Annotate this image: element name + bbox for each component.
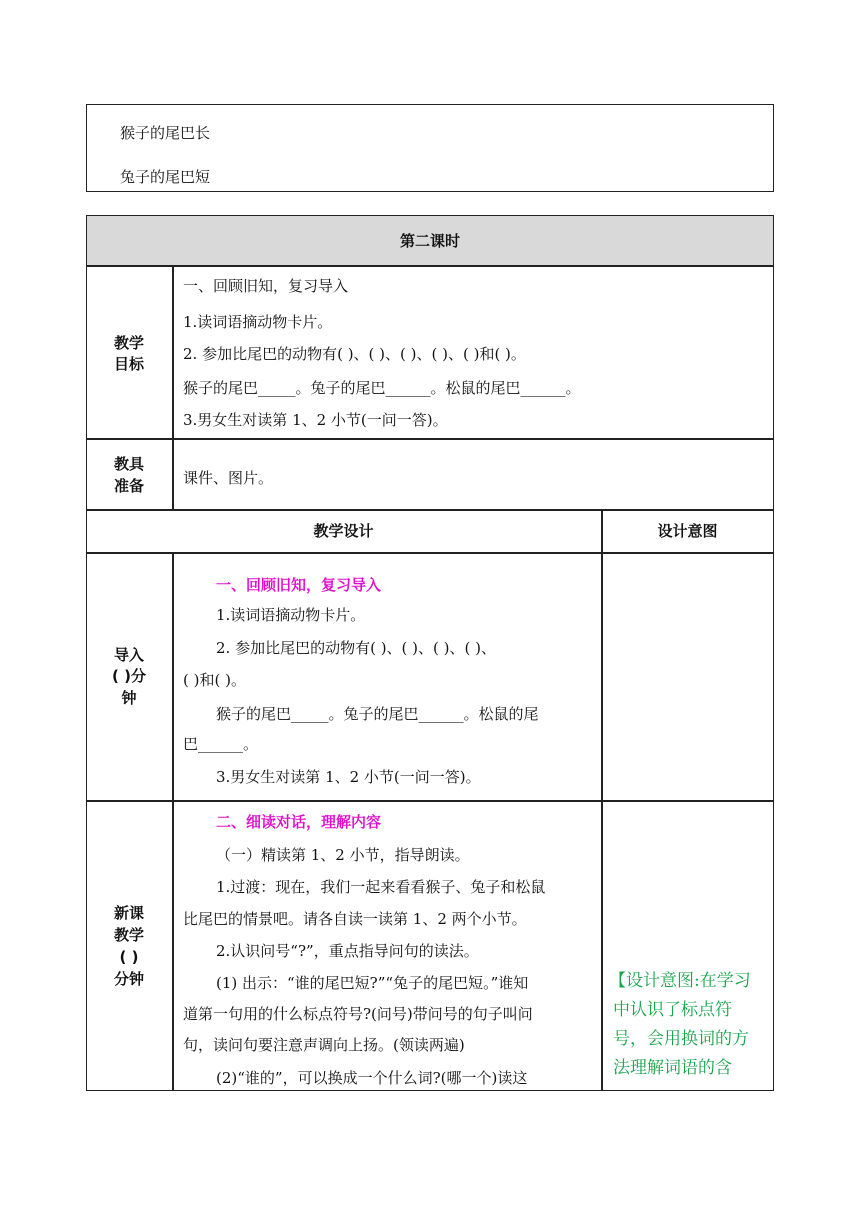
new-line: (2)“谁的”，可以换成一个什么词?(哪一个)读这 bbox=[216, 1069, 528, 1087]
goal-line: 3.男女生对读第 1、2 小节(一问一答)。 bbox=[183, 411, 448, 429]
goal-line: 2. 参加比尾巴的动物有( )、( )、( )、( )、( )和( )。 bbox=[183, 345, 526, 363]
intro-p2b: ( )和( )。 bbox=[183, 671, 246, 689]
intro-p2a: 2. 参加比尾巴的动物有( )、( )、( )、( )、 bbox=[216, 639, 496, 657]
top-line-1: 猴子的尾巴长 bbox=[120, 124, 211, 142]
goal-label-2: 目标 bbox=[113, 355, 144, 373]
goal-line: 1.读词语摘动物卡片。 bbox=[183, 313, 333, 331]
intro-heading: 一、回顾旧知，复习导入 bbox=[216, 576, 382, 594]
intro-p3a: 猴子的尾巴_____。兔子的尾巴______。松鼠的尾 bbox=[216, 705, 539, 723]
goal-line: 猴子的尾巴_____。兔子的尾巴______。松鼠的尾巴______。 bbox=[183, 379, 581, 397]
tools-text: 课件、图片。 bbox=[183, 469, 274, 487]
new-line: (1) 出示：“谁的尾巴短?”“兔子的尾巴短。”谁知 bbox=[216, 974, 529, 992]
new-line: 1.过渡：现在，我们一起来看看猴子、兔子和松鼠 bbox=[216, 878, 546, 896]
new-line: 句，读问句要注意声调向上扬。(领读两遍) bbox=[183, 1036, 465, 1054]
goal-label-1: 教学 bbox=[113, 334, 144, 352]
new-line: 2.认识问号“?”，重点指导问句的读法。 bbox=[216, 942, 479, 960]
new-label-4: 分钟 bbox=[113, 970, 144, 988]
new-line: （一）精读第 1、2 小节，指导朗读。 bbox=[216, 846, 470, 864]
intro-label-3: 钟 bbox=[121, 689, 137, 707]
col-intent-header: 设计意图 bbox=[657, 522, 718, 540]
intent-line: 法理解词语的含 bbox=[613, 1058, 732, 1078]
intent-line: 中认识了标点符 bbox=[613, 1000, 732, 1020]
tools-label-1: 教具 bbox=[113, 455, 144, 473]
new-label-3: ( ) bbox=[119, 948, 139, 966]
intro-label-2: ( )分 bbox=[112, 667, 146, 685]
intro-label-1: 导入 bbox=[113, 646, 144, 664]
col-design-header: 教学设计 bbox=[313, 522, 374, 540]
intro-p1: 1.读词语摘动物卡片。 bbox=[216, 606, 366, 624]
table-header: 第二课时 bbox=[399, 232, 460, 250]
intro-p4: 3.男女生对读第 1、2 小节(一问一答)。 bbox=[216, 768, 481, 786]
top-line-2: 兔子的尾巴短 bbox=[120, 168, 211, 186]
intro-p3b: 巴______。 bbox=[183, 735, 259, 753]
intent-line: 【设计意图:在学习 bbox=[609, 971, 751, 991]
new-line: 道第一句用的什么标点符号?(问号)带问号的句子叫问 bbox=[183, 1005, 533, 1023]
new-heading: 二、细读对话，理解内容 bbox=[216, 813, 382, 831]
new-label-2: 教学 bbox=[113, 926, 144, 944]
tools-label-2: 准备 bbox=[113, 477, 144, 495]
intent-line: 号，会用换词的方 bbox=[613, 1029, 749, 1049]
new-label-1: 新课 bbox=[113, 904, 144, 922]
new-line: 比尾巴的情景吧。请各自读一读第 1、2 两个小节。 bbox=[183, 910, 527, 928]
goal-line: 一、回顾旧知，复习导入 bbox=[183, 277, 349, 295]
